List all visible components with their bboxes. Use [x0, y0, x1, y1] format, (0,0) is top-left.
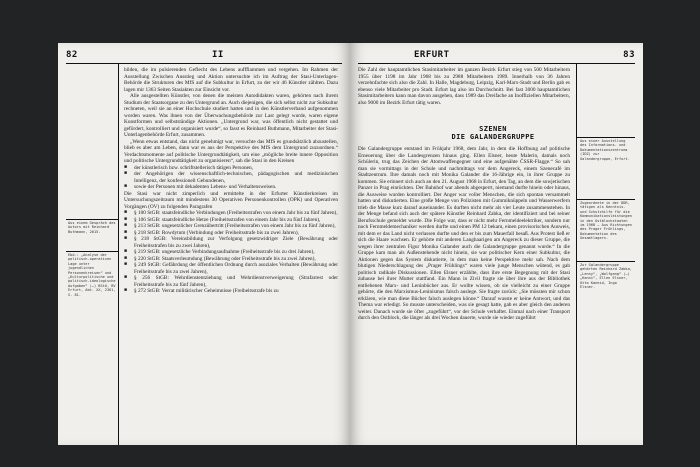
left-paragraph-2: Alle ausgestellten Künstler, von denen die meisten Autodidakten waren, gehörten nach ihrem Studium der Staatsorgane zu den Untergrund an. Auch diejenigen, die sich selbst nicht zur Subkultur rechneten, weil sie an einer Hochschule studiert hatten und in den Künstlerverband aufgenommen worden waren. Was ihnen von der Überwachungsbehörde zur Last gelegt wurde, waren eigene Kunstformen und selbstständige Aktionen. „Untergrund war, was öffentlich nicht gestattet und gefördert, kontrolliert und organisiert wurde“, so fasst es Reinhard Buthmann, Mitarbeiter der Stasi-Unterlagenbehörde Erfurt, zusammen.	[124, 93, 338, 138]
right-footnote-1: Aus einer Ausstellung des Informations- und Dokumentationszentrums (IDZ) zur Galandergruppe, Erfurt.	[580, 139, 630, 161]
right-page-header	[358, 49, 635, 64]
book-spread	[58, 43, 643, 445]
left-bullet-list-a	[124, 165, 338, 191]
left-bullet-list-b	[124, 210, 338, 295]
right-note-rule-3	[576, 261, 635, 262]
list-item: ■ § 106 StGB: staatsfeindliche Hetze (Freiheitsstrafen von einem Jahr bis zu fünf Jahren),	[124, 217, 338, 224]
left-page	[58, 43, 350, 445]
list-item: ■ § 218 StGB: Vereinsbildung zur Verfolgung gesetzwidriger Ziele (Bewährung oder Freiheitsstrafen bis zu zwei Jahren),	[124, 236, 338, 249]
right-footnote-3: Zur Galandergruppe gehörten Reinhard Zabka, „Lenny“, „Wolfgang“ (…) „Hanni“, Ellen Elsner, Otto Kaneid, Ingo Elsner.	[580, 263, 632, 290]
right-paragraph-1: Die Galandergruppe entstand im Frühjahr 1968, dem Jahr, in dem die Hoffnung auf politische Erneuerung über die Landesgrenzen hinaus ging. Ellen Elsner, heute Malerin, damals noch Schülerin, trug das Zeichen der Atomwaffengegner und eine aufgenähte ČSSR-Flagge.“ So sah man sie vormittags in der Schule und nachmittags vor dem Angereck, einem Szenecafé im Stadtzentrum. Ihre damals noch mit Monika Galander die 16-Jährige ein, in ihrer Gruppe zu kommen. Sie erinnert sich auch an den 21. August 1968 in Erfurt, den Tag, an dem die sowjetischen Panzer in Prag einrückten. Der Bahnhof war abends abgesperrt, niemand durfte hinein oder hinaus, die Ausweise wurden kontrolliert. Der Anger war voller Menschen, die sich spontan versammelt hatten und diskutierten. Eine große Menge von Polizisten mit Gummiknüppeln und Wasserwerfern trieb die Masse kurz darauf auseinander. Es durften nicht mehr als vier Leute zusammenstehen. In der Menge befand sich auch der spätere Künstler Reinhard Zabka, der identifiziert und bei seiner Berufsschule gemeldet wurde. Die Folge war, dass er nicht mehr Fernmeldeelektriker, sondern nur noch Fernmeldemechaniker werden durfte und einen PM 12 bekam, einen provisorischen Ausweis, mit dem er das Land nicht verlassen durfte und den er bis zum Mauerfall besaß. Aus Protest ließ er sich die Haare wachsen. Er gehörte mit anderen Langhaarigen am Angereck zu dieser Gruppe, die wegen ihrer zentralen Figur Monika Galander auch die Galandergruppe genannt wurde.“ In die Gruppe kam man als Außenstehende nicht hinein, sie war politischer Kern einer Subkultur, die Aktionen gegen das System diskutierte, in dem man keine Perspektive mehr sah. Nach dem blutigen Niederschlagung des „Prager Frühlings“ waren viele junge Menschen wütend, es gab politisch radikale Diskussionen. Ellen Elsner erzählte, dass ihre erste Begegnung mit der Stasi zuhause bei ihrer Mutter stattfand. Ein Mann in Zivil fragte sie über ihre aus der Bibliothek entliehenen Marx- und Leninbücher aus. Er wollte wissen, ob sie vielleicht zu einer Gruppe gehörte, die den Marxismus-Leninismus falsch auslege. Sie fragte zurück: „Sie müssten mir schon erklären, wie man diese Bücher falsch auslegen könne.“ Darauf wusste er keine Antwort, und das Thema war erledigt. So musste unterscheiden, was sie gesagt hatte, gab es aber gleich den anderen weiter. Danach wurde sie öfter „zugeführt“, vor der Schule verhaftet. Einmal nach einer Transport durch den Ostblock, die länger als drei Wochen dauerte, wurde sie wieder zugeführt	[358, 146, 570, 321]
right-body-column	[358, 146, 570, 322]
list-item: ■ § 213 StGB: ungesetzlicher Grenzübertritt (Freiheitsstrafen von einem Jahr bis zu fünf Jahren),	[124, 223, 338, 230]
list-item: ■ § 249 StGB: Gefährdung der öffentlichen Ordnung durch asoziales Verhalten (Bewährung oder Freiheitsstrafe bis zu zwei Jahren),	[124, 262, 338, 275]
list-item: ■ § 256 StGB: Wehrdienstentziehung und Wehrdienstverweigerung (Strafarrest oder Freiheitsstrafe bis zu fünf Jahren),	[124, 275, 338, 288]
list-item: ■ der Angehörigen der wissenschaftlich-technischen, pädagogischen und medizinischen Intelligenz, der konfessionell Gebundenen,	[124, 171, 338, 184]
right-page	[350, 43, 643, 445]
left-body-column	[124, 67, 338, 295]
left-footnote-2: Ebd.: „Analyse der politisch-operativen Lage unter jugendlichen Personenkreisen“ und „Kulturpolitische und politisch-ideologische Aufgaben“ (…) BStU, BV Erfurt, Abt. XX, 2361, S. 81.	[68, 253, 116, 297]
right-note-rule-1	[576, 137, 635, 138]
list-item: ■ § 219 StGB: ungesetzliche Verbindungsaufnahme (Freiheitsstrafe bis zu drei Jahren),	[124, 249, 338, 256]
left-page-header	[66, 49, 342, 64]
left-paragraph-4: Die Stasi war nicht zimperlich und ermittelte in der Erfurter Künstlerkreisen im Untersuchungszeitraum mit mindestens 30 Operativen Personenkontrollen (OPK) und Operativen Vorgängen (OV) zu folgenden Paragrafen	[124, 190, 338, 210]
right-intro-column	[358, 67, 570, 106]
list-item: ■ § 218 StGB: Rowdytum (Verbindung oder Freiheitsstrafe bis zu zwei Jahren),	[124, 230, 338, 237]
left-paragraph-1: bilden, die im pulsierenden Geflecht des Lebens auffflammen und vergehen. Im Rahmen der Ausstellung Zwischen Ausstieg und Aktion untersuchte ich im Auftrag der Stasi-Unterlagen-Behörde die Strukturen des MfS auf die Subkultur in Erfurt, zu der wir 46 Künstler zählten. Dazu lagen mir 1363 Seiten Stasiakten zur Einsicht vor.	[124, 67, 338, 93]
left-note-rule-1	[66, 219, 118, 220]
right-note-rule-2	[576, 199, 635, 200]
section-heading-line-2: DIE GALANDERGRUPPE	[451, 132, 535, 141]
list-item: ■ sowie der Personen mit dekadenten Lebens- und Verhaltensweisen.	[124, 184, 338, 191]
right-page-number: 83	[623, 50, 635, 60]
list-item: ■ § 272 StGB: Verrat militärischer Geheimnisse (Freiheitsstrafe bis zu	[124, 288, 338, 295]
left-footnote-1: Aus einem Gespräch des Autors mit Reinhard Buthmann, 2015.	[68, 221, 116, 234]
left-paragraph-3: „Wenn etwas entstand, das nicht genehmigt war, versuchte das MfS es grundsätzlich abzustellen, blieb es aber am Leben, dann war es aus der Perspektive des MfS dem Untergrund zuzuordnen.“ Verdachtsmomente auf politische Untergrundtätigkeit, um eine „mögliche breite innere Opposition und politische Untergrundtätigkeit zu organisieren“, sah die Stasi in den Kreisen	[124, 138, 338, 164]
left-margin-rule	[118, 63, 119, 445]
left-page-number: 82	[66, 50, 78, 60]
right-intro-paragraph: Die Zahl der hauptamtlichen Stasimitarbeiter im ganzen Bezirk Erfurt stieg von 500 Mitarbeitern 1955 über 1198 im Jahr 1968 bis zu 2988 Mitarbeitern 1989. Innerhalb von 36 Jahren verzehnfachte sich also die Zahl. In Halle, Magdeburg, Leipzig, Karl-Marx-Stadt und Berlin gab es ebenso viele Mitarbeiter pro Stadt. Erfurt lag also im Durchschnitt. Bei fast 3000 hauptamtlichen Stasimitarbeitern kann man davon ausgehen, dass 1989 das Dreifache an Inoffiziellen Mitarbeitern, also 9000 im Bezirk Erfurt tätig waren.	[358, 67, 570, 106]
right-margin-rule	[576, 63, 577, 445]
left-running-head: II	[212, 50, 224, 60]
right-footnote-2: Zugeordnete in der DDR, tätigen als Kenntnis- und Schutzhilfe für die Kommunikationsleistungen in den Ostblockstaaten im 1968 – Aus Richtungen des Prager Frühlings, Dokumentation des Gesamtlagers.	[580, 201, 632, 241]
left-note-rule-2	[66, 251, 118, 252]
section-heading-line-1: SZENEN	[479, 125, 507, 133]
right-running-head: ERFURT	[414, 50, 450, 60]
list-item: ■ der künstlerisch bzw. schriftstellerisch tätigen Personen,	[124, 165, 338, 172]
section-heading	[434, 126, 552, 141]
list-item: ■ § 100 StGB: staatsfeindliche Verbindungen (Freiheitsstrafen von einem Jahr bis zu fünf Jahren),	[124, 210, 338, 217]
list-item: ■ § 220 StGB: Staatsverleumdung (Bewährung oder Freiheitsstrafe bis zu zwei Jahren),	[124, 256, 338, 263]
